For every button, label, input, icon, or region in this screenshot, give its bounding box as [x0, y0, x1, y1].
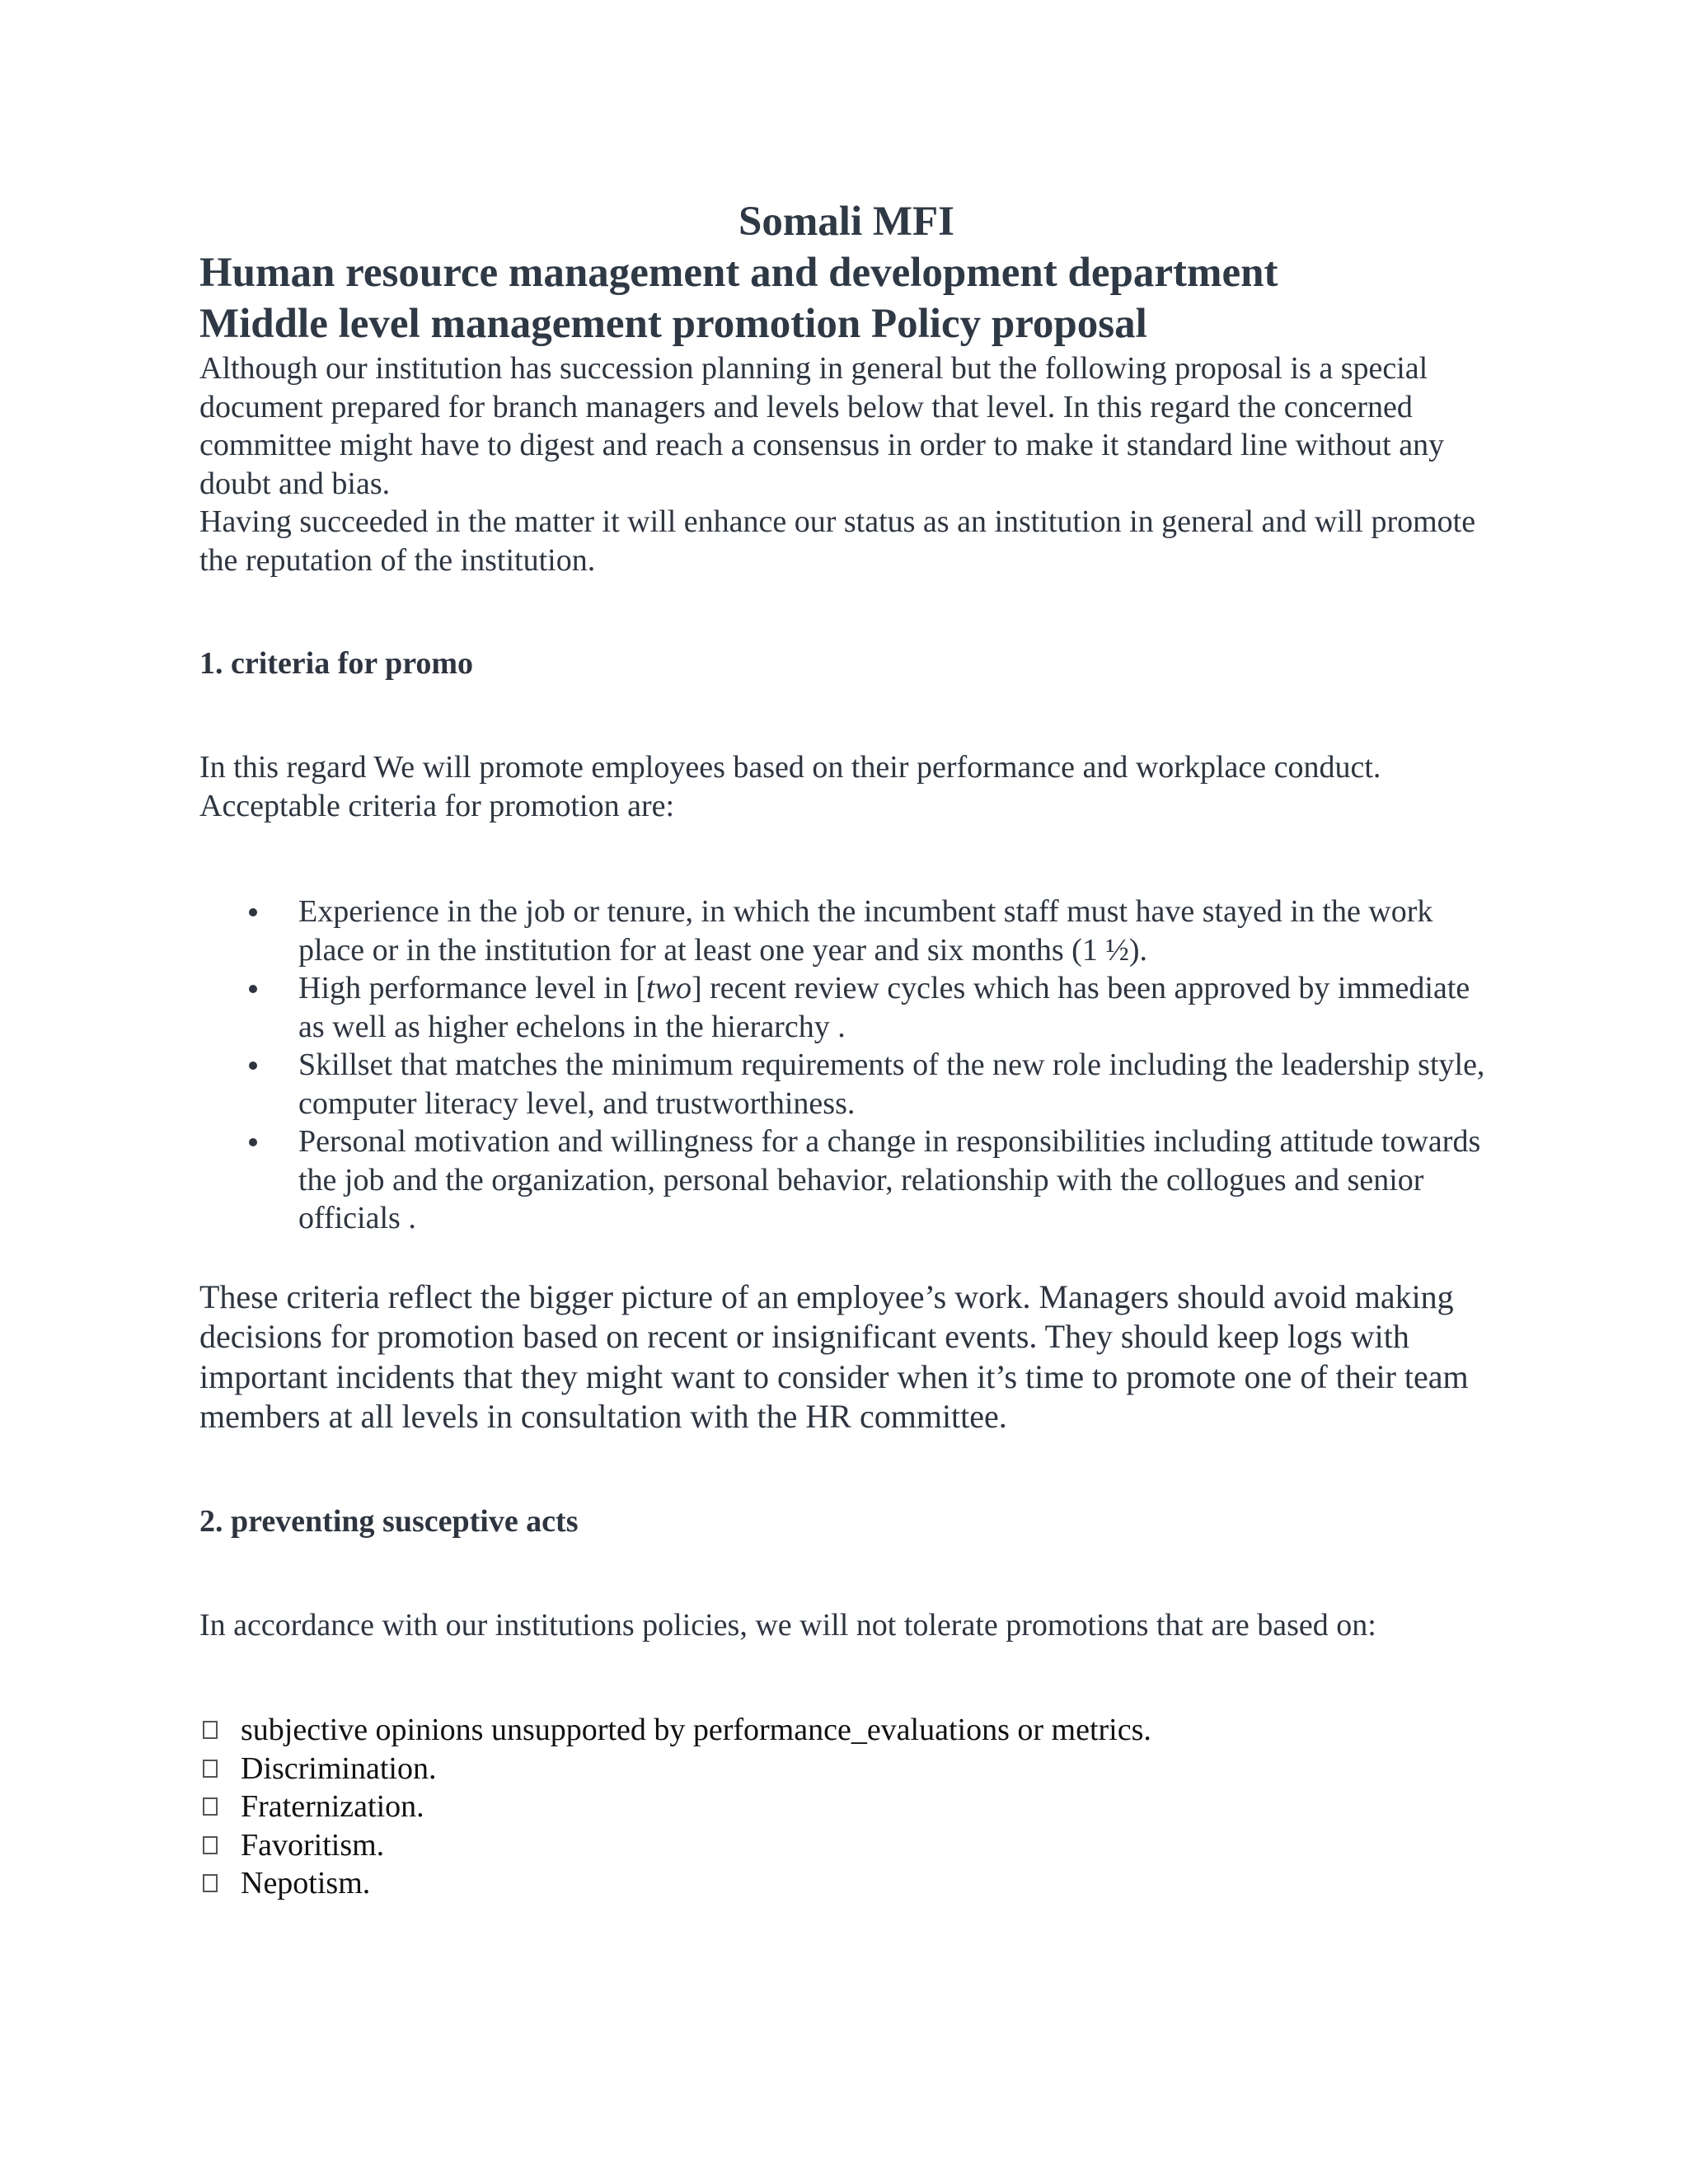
criteria-list	[199, 893, 1493, 1238]
list-item	[199, 1046, 1493, 1122]
section-2-title: 2. preventing susceptive acts	[199, 1503, 579, 1539]
prohibited-item-text: Discrimination.	[241, 1750, 437, 1786]
prohibited-item-text: Nepotism.	[241, 1866, 371, 1900]
criteria-text-post: ] recent review cycles which has been approved by immediate as well as higher echelons in the hierarchy .	[298, 971, 1470, 1044]
list-item	[199, 969, 1493, 1046]
criteria-text: Personal motivation and willingness for a change in responsibilities including attitude towards the job and the organization, personal behavior, relationship with the collogues and senior officials .	[298, 1124, 1481, 1235]
list-item	[199, 1122, 1493, 1238]
intro-paragraph-1: Although our institution has succession planning in general but the following proposal is a special document prepared for branch managers and levels below that level. In this regard the concerned committee might have to digest and reach a consensus in order to make it standard line without any doubt and bias.	[199, 351, 1445, 501]
prohibited-item-text: subjective opinions unsupported by performance_evaluations or metrics.	[241, 1713, 1151, 1747]
criteria-text: Experience in the job or tenure, in which the incumbent staff must have stayed in the work place or in the institution for at least one year and six months (1 ½).	[298, 894, 1433, 968]
checkbox-glyph-icon	[203, 1797, 218, 1816]
checkbox-glyph-icon	[203, 1836, 218, 1854]
policy-heading: Middle level management promotion Policy proposal	[199, 301, 1147, 347]
bullet-icon	[249, 908, 257, 916]
department-heading: Human resource management and development department	[199, 250, 1278, 296]
criteria-text-italic: two	[646, 971, 692, 1005]
section-1-title: 1. criteria for promo	[199, 646, 474, 681]
list-item	[199, 1864, 1493, 1903]
section-2-body: In accordance with our institutions policies, we will not tolerate promotions that are based on:	[199, 1607, 1376, 1643]
section-1-body: In this regard We will promote employees based on their performance and workplace conduct. Acceptable criteria for promotion are:	[199, 750, 1381, 823]
criteria-summary: These criteria reflect the bigger picture of an employee’s work. Managers should avoid making decisions for promotion based on recent or insignificant events. They should keep logs with important incidents that they might want to consider when it’s time to promote one of their team members at all levels in consultation with the HR committee.	[199, 1277, 1469, 1435]
list-item	[199, 1750, 1493, 1788]
criteria-text: Skillset that matches the minimum requirements of the new role including the leadership style, computer literacy level, and trustworthiness.	[298, 1047, 1485, 1121]
document-title: Somali MFI	[738, 199, 955, 245]
list-item	[199, 893, 1493, 969]
bullet-icon	[249, 1138, 257, 1146]
checkbox-glyph-icon	[203, 1760, 218, 1778]
bullet-icon	[249, 1062, 257, 1070]
list-item	[199, 1826, 1493, 1865]
list-item	[199, 1788, 1493, 1826]
prohibited-item-text: Fraternization.	[241, 1789, 424, 1824]
criteria-text-pre: High performance level in [	[298, 971, 647, 1005]
document-page	[199, 196, 1493, 1903]
prohibited-item-text: Favoritism.	[241, 1827, 385, 1863]
bullet-icon	[249, 985, 257, 993]
list-item	[199, 1711, 1493, 1750]
checkbox-glyph-icon	[203, 1874, 218, 1892]
prohibited-list	[199, 1711, 1493, 1903]
checkbox-glyph-icon	[203, 1721, 218, 1739]
intro-paragraph-2: Having succeeded in the matter it will enhance our status as an institution in general and will promote the reputation of the institution.	[199, 504, 1476, 578]
